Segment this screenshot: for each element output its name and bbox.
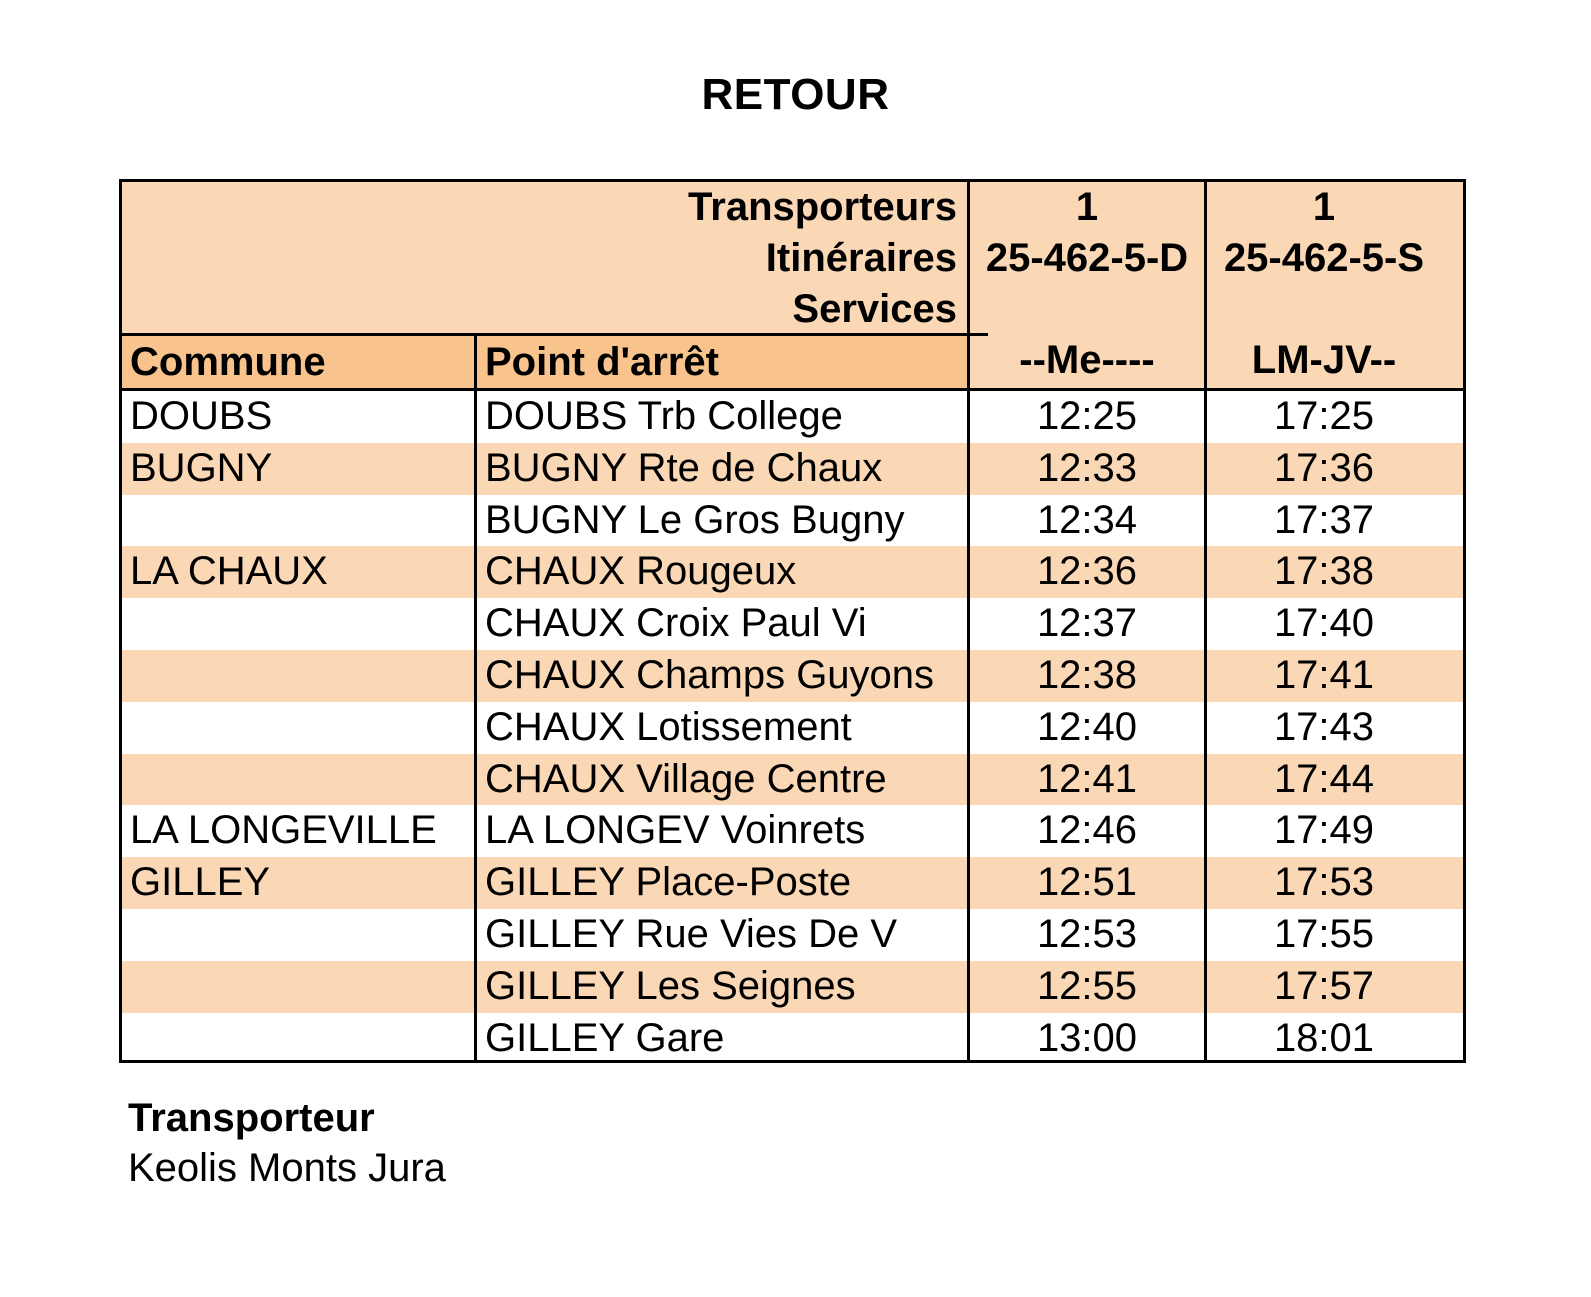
table-row xyxy=(122,650,1463,702)
stop-cell: GILLEY Les Seignes xyxy=(485,963,856,1008)
stop-cell: CHAUX Rougeux xyxy=(485,549,797,594)
footer-label: Transporteur xyxy=(128,1096,375,1140)
time-cell: 17:43 xyxy=(1273,704,1375,749)
table-row xyxy=(122,391,1463,443)
table-row xyxy=(122,598,1463,650)
header-column-2 xyxy=(1207,182,1441,391)
header-itineraire: 25-462-5-S xyxy=(1223,236,1425,280)
table-row xyxy=(122,805,1463,857)
header-itineraire: 25-462-5-D xyxy=(985,236,1189,280)
table-body xyxy=(122,391,1463,1064)
commune-cell: BUGNY xyxy=(130,445,273,490)
table-header xyxy=(122,182,1463,391)
time-cell: 12:40 xyxy=(1036,704,1138,749)
table-row xyxy=(122,754,1463,806)
time-cell: 12:37 xyxy=(1036,601,1138,646)
time-cell: 17:41 xyxy=(1273,652,1375,697)
stop-cell: CHAUX Croix Paul Vi xyxy=(485,601,867,646)
header-labels xyxy=(122,182,967,336)
commune-cell: GILLEY xyxy=(130,860,271,905)
time-cell: 17:55 xyxy=(1273,911,1375,956)
time-cell: 12:46 xyxy=(1036,808,1138,853)
header-label-itineraires: Itinéraires xyxy=(765,236,957,280)
body-divider xyxy=(122,388,1463,391)
table-row xyxy=(122,1013,1463,1065)
time-cell: 17:36 xyxy=(1273,445,1375,490)
time-cell: 12:53 xyxy=(1036,911,1138,956)
time-cell: 17:38 xyxy=(1273,549,1375,594)
time-cell: 12:38 xyxy=(1036,652,1138,697)
footer-value: Keolis Monts Jura xyxy=(128,1146,446,1190)
column-divider xyxy=(474,333,477,1060)
stop-cell: DOUBS Trb College xyxy=(485,394,843,438)
header-label-services: Services xyxy=(792,287,957,331)
header-service: --Me---- xyxy=(1019,338,1155,382)
time-cell: 12:55 xyxy=(1036,963,1138,1008)
stop-cell: GILLEY Rue Vies De V xyxy=(485,911,898,956)
page-title: RETOUR xyxy=(701,70,890,119)
stop-cell: CHAUX Village Centre xyxy=(485,756,887,801)
time-cell: 12:34 xyxy=(1036,497,1138,542)
time-cell: 12:51 xyxy=(1036,860,1138,905)
timetable xyxy=(119,179,1466,1063)
commune-cell: LA LONGEVILLE xyxy=(130,808,437,853)
table-row xyxy=(122,857,1463,909)
commune-cell: DOUBS xyxy=(130,394,273,438)
table-row xyxy=(122,702,1463,754)
table-row xyxy=(122,443,1463,495)
time-cell: 12:41 xyxy=(1036,756,1138,801)
stop-cell: BUGNY Rte de Chaux xyxy=(485,445,883,490)
header-service: LM-JV-- xyxy=(1251,338,1397,382)
time-cell: 17:44 xyxy=(1273,756,1375,801)
time-cell: 17:57 xyxy=(1273,963,1375,1008)
time-cell: 12:36 xyxy=(1036,549,1138,594)
header-column-1 xyxy=(970,182,1204,391)
time-cell: 17:37 xyxy=(1273,497,1375,542)
commune-cell: LA CHAUX xyxy=(130,549,328,594)
time-cell: 18:01 xyxy=(1273,1015,1375,1060)
column-divider xyxy=(1204,182,1207,1060)
time-cell: 13:00 xyxy=(1036,1015,1138,1060)
column-header-commune: Commune xyxy=(122,336,474,388)
time-cell: 12:33 xyxy=(1036,445,1138,490)
table-row xyxy=(122,909,1463,961)
header-divider xyxy=(122,333,988,336)
table-row xyxy=(122,495,1463,547)
stop-cell: GILLEY Gare xyxy=(485,1015,725,1060)
column-divider xyxy=(967,182,970,1060)
stop-cell: CHAUX Lotissement xyxy=(485,704,852,749)
header-label-transporteurs: Transporteurs xyxy=(688,185,957,229)
time-cell: 17:25 xyxy=(1273,394,1375,438)
stop-cell: BUGNY Le Gros Bugny xyxy=(485,497,905,542)
header-transporteur: 1 xyxy=(1075,185,1099,229)
stop-cell: GILLEY Place-Poste xyxy=(485,860,852,905)
stop-cell: LA LONGEV Voinrets xyxy=(485,808,866,853)
table-row xyxy=(122,961,1463,1013)
time-cell: 12:25 xyxy=(1036,394,1138,438)
time-cell: 17:53 xyxy=(1273,860,1375,905)
column-header-stop: Point d'arrêt xyxy=(477,336,967,388)
time-cell: 17:49 xyxy=(1273,808,1375,853)
stop-cell: CHAUX Champs Guyons xyxy=(485,652,935,697)
table-row xyxy=(122,546,1463,598)
header-transporteur: 1 xyxy=(1312,185,1336,229)
time-cell: 17:40 xyxy=(1273,601,1375,646)
